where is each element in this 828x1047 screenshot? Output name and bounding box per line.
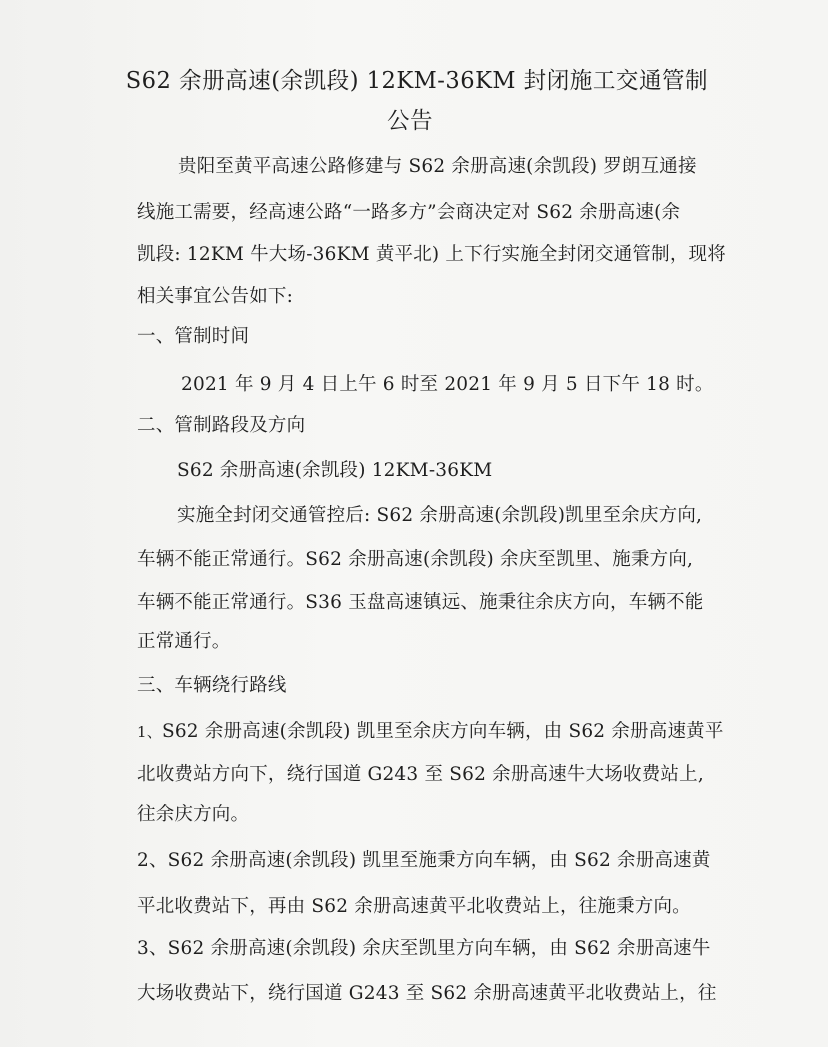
section-heading-detour: 三、车辆绕行路线	[137, 675, 287, 696]
section-heading-time: 一、管制时间	[137, 326, 250, 347]
list-marker: 1、	[137, 723, 162, 741]
paragraph-line: 北收费站方向下，绕行国道 G243 至 S62 余册高速牛大场收费站上,	[137, 764, 704, 785]
paragraph-line: 实施全封闭交通管控后: S62 余册高速(余凯段)凯里至余庆方向,	[177, 505, 703, 526]
list-item-text: S62 余册高速(余凯段) 余庆至凯里方向车辆，由 S62 余册高速牛	[167, 938, 711, 959]
paragraph-line: 往余庆方向。	[137, 804, 250, 825]
list-marker: 2、	[137, 850, 168, 871]
paragraph-line: 贵阳至黄平高速公路修建与 S62 余册高速(余凯段) 罗朗互通接	[178, 156, 697, 177]
paragraph-line: 平北收费站下，再由 S62 余册高速黄平北收费站上，往施秉方向。	[137, 896, 691, 917]
detour-item-3	[137, 940, 711, 959]
control-time-text: 2021 年 9 月 4 日上午 6 时至 2021 年 9 月 5 日下午 18 时。	[181, 374, 714, 395]
paragraph-line: 凯段: 12KM 牛大场-36KM 黄平北) 上下行实施全封闭交通管制，现将	[137, 244, 726, 265]
document-title: S62 余册高速(余凯段) 12KM-36KM 封闭施工交通管制	[125, 68, 709, 94]
document-title-notice: 公告	[387, 108, 434, 134]
paragraph-line: 线施工需要，经高速公路“一路多方”会商决定对 S62 余册高速(余	[137, 202, 681, 223]
list-item-text: S62 余册高速(余凯段) 凯里至施秉方向车辆，由 S62 余册高速黄	[167, 850, 711, 871]
list-marker: 3、	[137, 938, 168, 959]
paragraph-line: 相关事宜公告如下:	[137, 286, 294, 307]
controlled-route: S62 余册高速(余凯段) 12KM-36KM	[177, 460, 493, 481]
section-heading-route: 二、管制路段及方向	[137, 415, 306, 436]
paragraph-line: 车辆不能正常通行。S62 余册高速(余凯段) 余庆至凯里、施秉方向,	[137, 549, 694, 570]
list-item-text: S62 余册高速(余凯段) 凯里至余庆方向车辆，由 S62 余册高速黄平	[161, 721, 724, 742]
paragraph-line: 正常通行。	[137, 631, 231, 652]
detour-item-2	[137, 852, 711, 871]
detour-item-1	[137, 723, 724, 742]
paragraph-line: 车辆不能正常通行。S36 玉盘高速镇远、施秉往余庆方向，车辆不能	[137, 592, 704, 613]
paragraph-line: 大场收费站下，绕行国道 G243 至 S62 余册高速黄平北收费站上，往	[137, 983, 717, 1004]
